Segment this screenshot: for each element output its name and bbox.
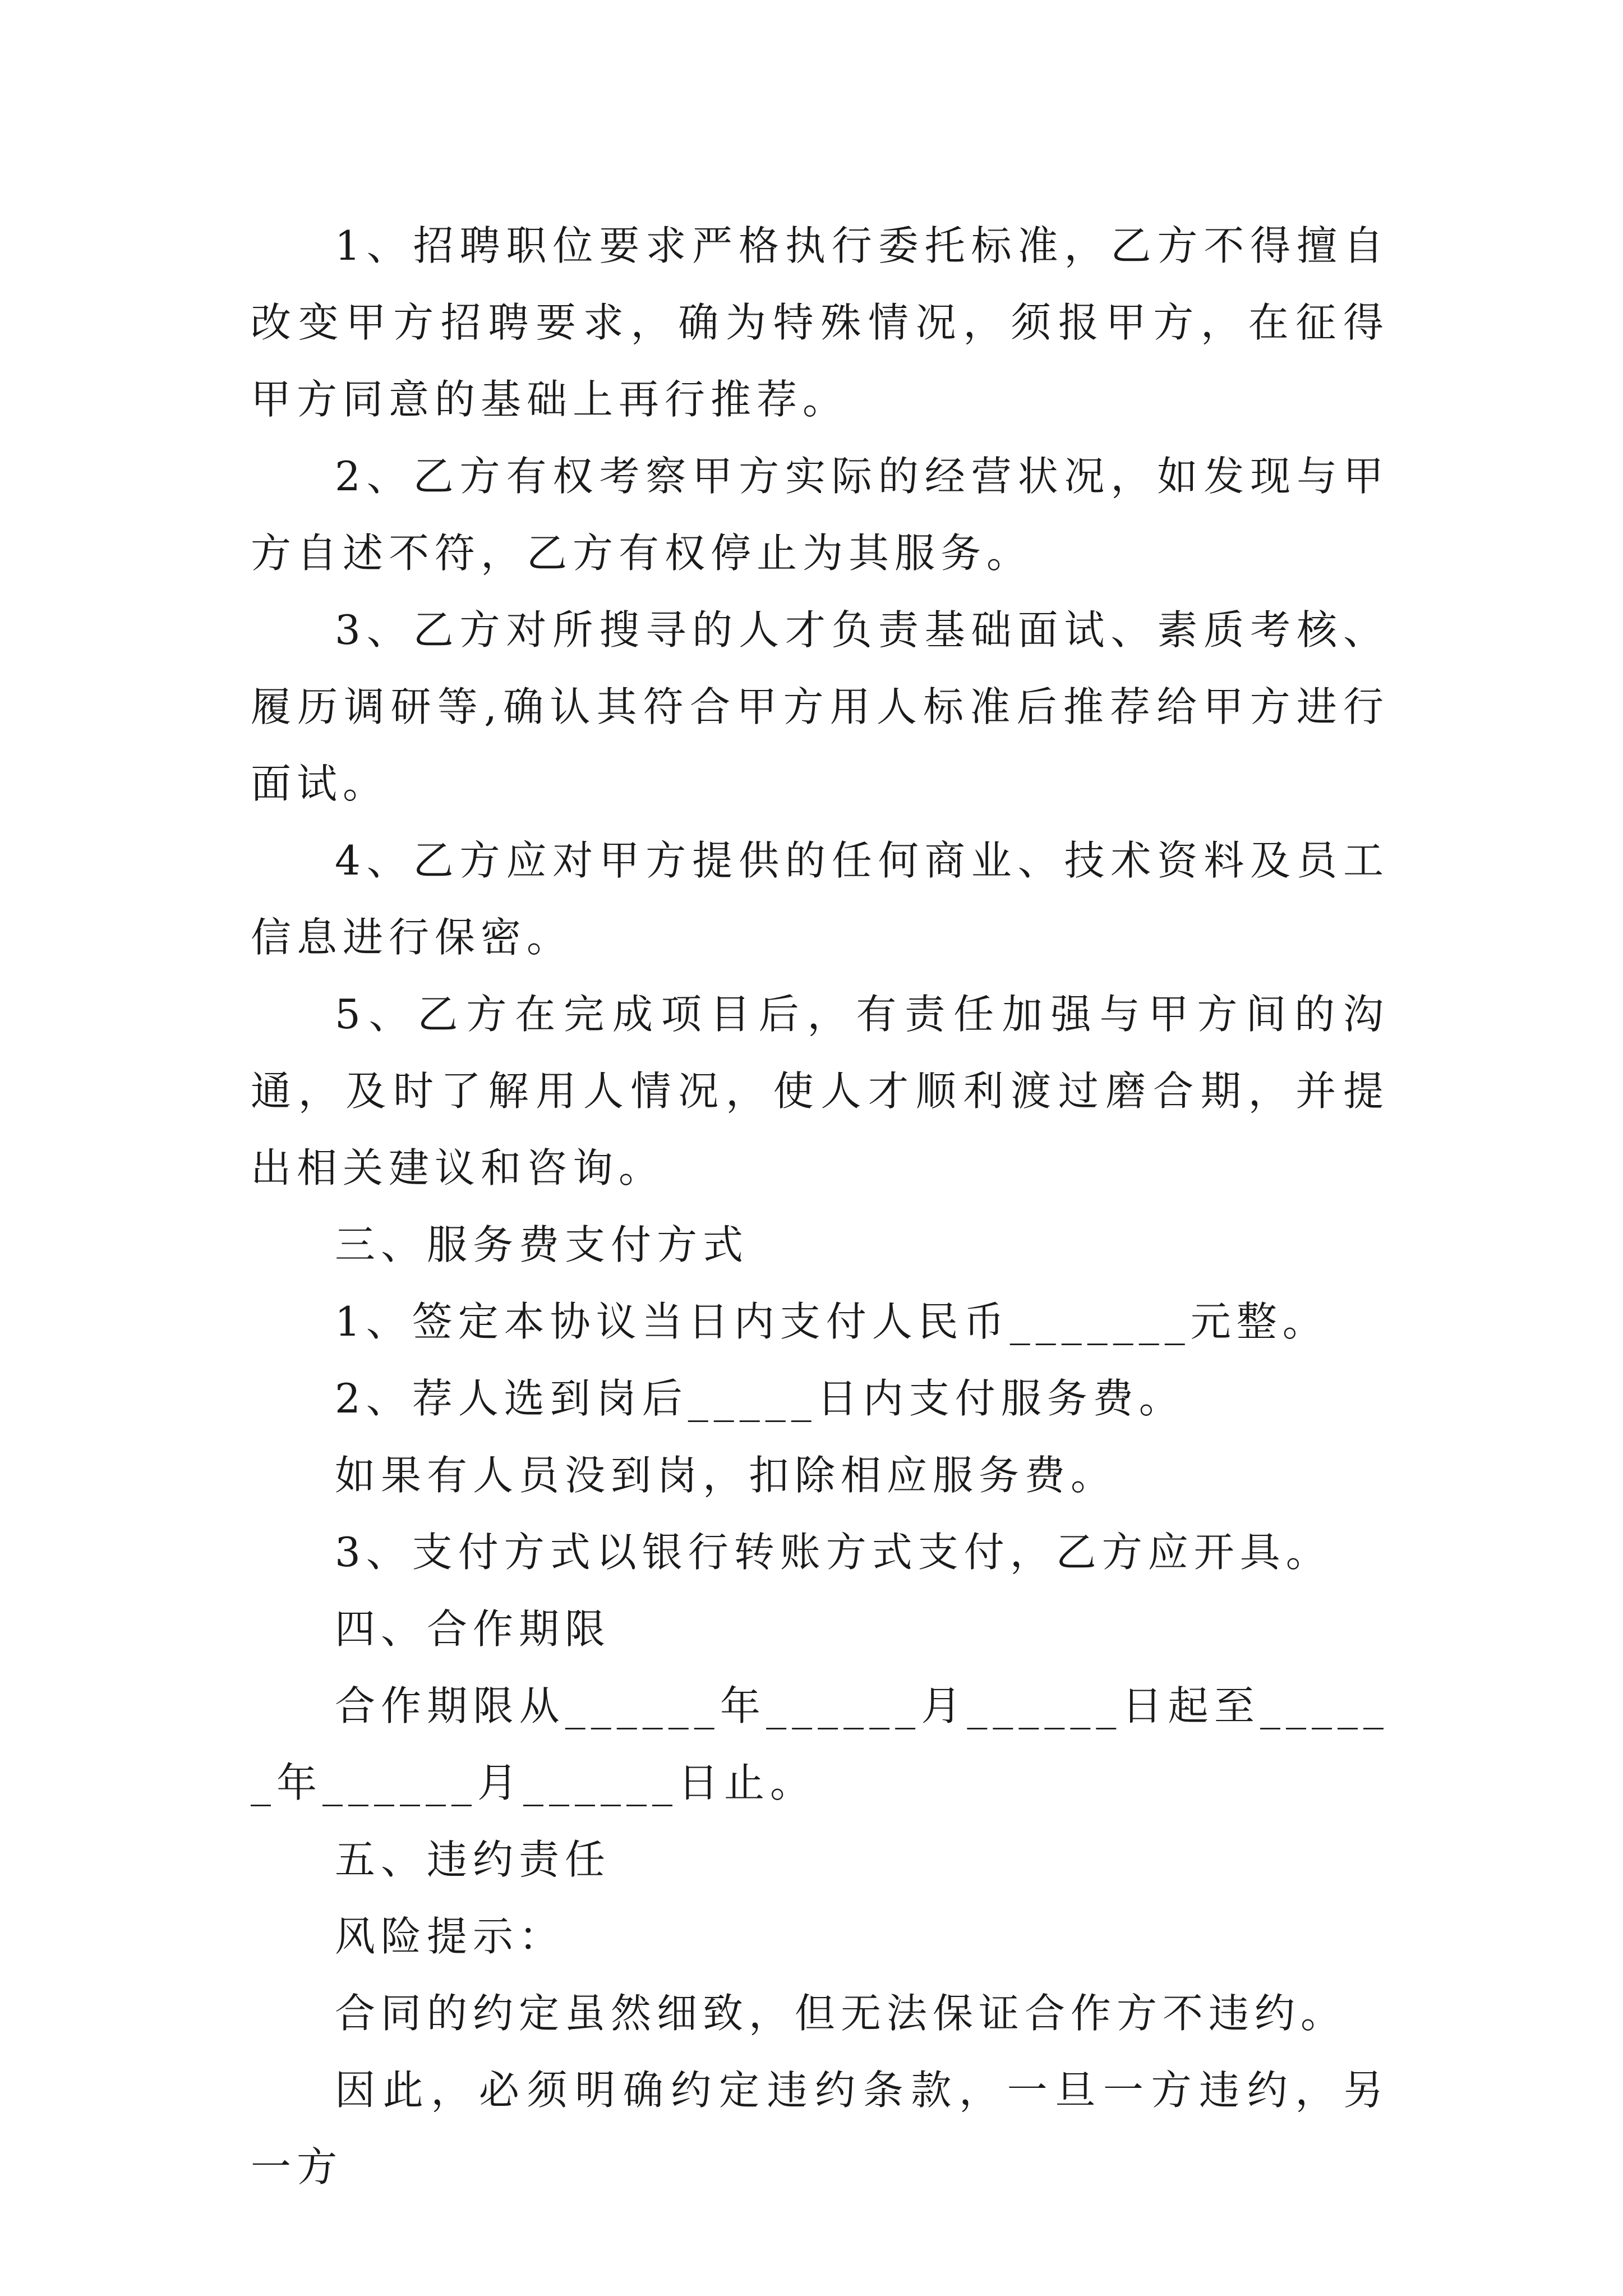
clause-1-recruitment-standard: 1、招聘职位要求严格执行委托标准，乙方不得擅自改变甲方招聘要求，确为特殊情况，须报甲方，在征得甲方同意的基础上再行推荐。 [251, 222, 1389, 423]
clause-4-confidentiality: 4、乙方应对甲方提供的任何商业、技术资料及员工信息进行保密。 [251, 837, 1389, 961]
section-heading-payment: 三、服务费支付方式 [335, 1221, 749, 1268]
payment-note: 如果有人员没到岗，扣除相应服务费。 [335, 1452, 1117, 1499]
payment-clause-3: 3、支付方式以银行转账方式支付，乙方应开具。 [335, 1529, 1332, 1576]
risk-warning-text: 合同的约定虽然细致，但无法保证合作方不违约。 [335, 1990, 1347, 2037]
clause-3-candidate-screening: 3、乙方对所搜寻的人才负责基础面试、素质考核、履历调研等,确认其符合甲方用人标准后推荐给甲方进行面试。 [251, 606, 1389, 807]
breach-clause-text: 因此，必须明确约定违约条款，一旦一方违约，另一方 [251, 2067, 1389, 2191]
clause-2-inspection-right: 2、乙方有权考察甲方实际的经营状况，如发现与甲方自述不符，乙方有权停止为其服务。 [251, 453, 1389, 577]
term-clause: 合作期限从______年______月______日起至______年______月______日止。 [251, 1682, 1389, 1806]
risk-warning-label: 风险提示： [335, 1913, 565, 1960]
section-heading-term: 四、合作期限 [335, 1605, 611, 1653]
section-heading-breach: 五、违约责任 [335, 1836, 611, 1883]
payment-clause-1: 1、签定本协议当日内支付人民币_______元整。 [335, 1298, 1329, 1345]
payment-clause-2: 2、荐人选到岗后_____日内支付服务费。 [335, 1375, 1185, 1422]
document-page [251, 208, 1389, 2206]
clause-5-follow-up: 5、乙方在完成项目后，有责任加强与甲方间的沟通，及时了解用人情况，使人才顺利渡过磨合期，并提出相关建议和咨询。 [251, 991, 1389, 1191]
